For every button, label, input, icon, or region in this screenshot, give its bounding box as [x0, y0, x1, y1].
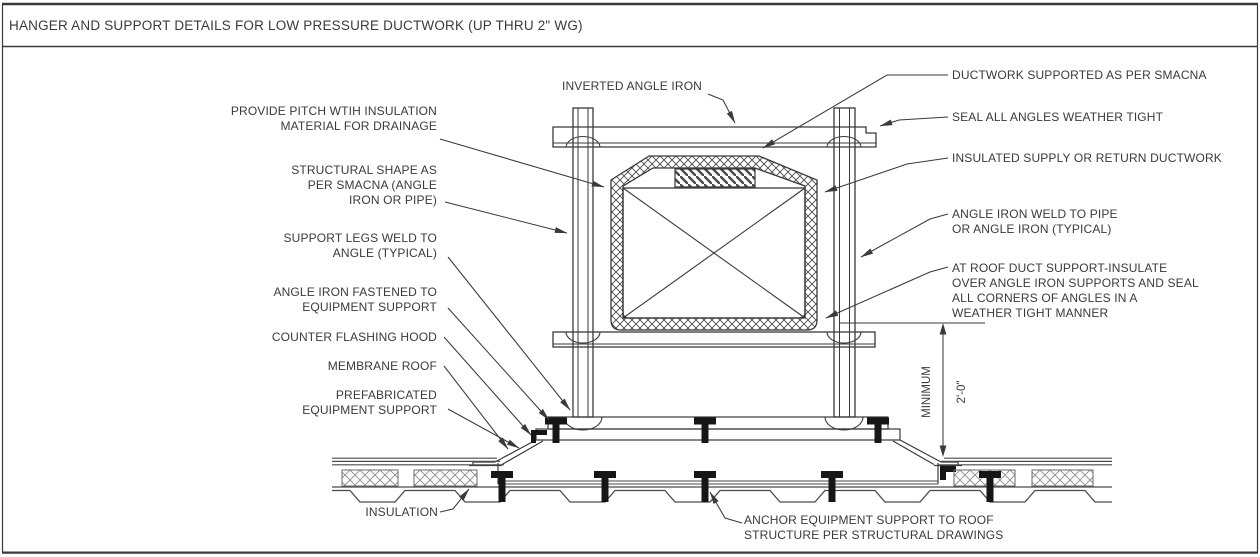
leader-structural-shape: [445, 202, 567, 233]
leader-provide-pitch: [440, 139, 604, 187]
callout-seal-all-angles: SEAL ALL ANGLES WEATHER TIGHT: [952, 110, 1164, 124]
plate-bolt: [694, 418, 716, 444]
pitch-insulation-block: [675, 169, 755, 187]
anchor-bolts: [491, 418, 1001, 503]
callout-angle-iron-fastened: ANGLE IRON FASTENED TO EQUIPMENT SUPPORT: [273, 285, 437, 314]
dimension-value: 2'-0": [956, 380, 968, 404]
right-support-leg: [834, 108, 855, 417]
leader-at-roof-duct: [826, 267, 948, 318]
roof-assembly: [332, 458, 1112, 502]
plate-bolt: [545, 418, 567, 444]
membrane-roof-lines: [332, 458, 1112, 465]
callout-counter-flashing: COUNTER FLASHING HOOD: [271, 330, 437, 344]
lower-angle-iron-bar: [553, 332, 875, 347]
dimension-label: MINIMUM: [921, 366, 933, 418]
duct-cross-brace: [623, 188, 805, 318]
left-support-leg: [573, 108, 593, 417]
callout-prefabricated: PREFABRICATED EQUIPMENT SUPPORT: [302, 388, 437, 417]
leader-prefabricated: [448, 409, 519, 448]
callout-insulated-supply: INSULATED SUPPLY OR RETURN DUCTWORK: [952, 151, 1222, 165]
base-angle-iron: [548, 417, 888, 429]
callout-membrane-roof: MEMBRANE ROOF: [327, 359, 437, 373]
curb-top-plate: [536, 429, 900, 440]
callout-at-roof-duct: AT ROOF DUCT SUPPORT-INSULATE OVER ANGLE IRON SUPPORTS AND SEAL ALL CORNERS OF ANGLES IN A WEATHER TIGHT MANNER: [952, 261, 1199, 320]
sheet-title: HANGER AND SUPPORT DETAILS FOR LOW PRESSURE DUCTWORK (UP THRU 2" WG): [9, 18, 583, 33]
leader-seal-all-angles: [880, 117, 948, 126]
callout-provide-pitch: PROVIDE PITCH WTIH INSULATION MATERIAL FOR DRAINAGE: [230, 104, 437, 133]
leader-inverted-angle-iron: [708, 94, 735, 123]
callout-support-legs: SUPPORT LEGS WELD TO ANGLE (TYPICAL): [283, 231, 437, 260]
insulated-duct: [611, 156, 817, 330]
leader-insulated-supply: [825, 158, 948, 192]
leader-insulation: [440, 489, 469, 512]
callout-structural-shape: STRUCTURAL SHAPE AS PER SMACNA (ANGLE IRON OR PIPE): [291, 163, 437, 207]
callout-ductwork-supported: DUCTWORK SUPPORTED AS PER SMACNA: [952, 68, 1207, 82]
callout-inverted-angle-iron: INVERTED ANGLE IRON: [562, 79, 702, 93]
plate-bolt: [867, 418, 889, 444]
callout-anchor-equipment: ANCHOR EQUIPMENT SUPPORT TO ROOF STRUCTURE PER STRUCTURAL DRAWINGS: [744, 513, 1004, 542]
leader-support-legs: [448, 257, 570, 410]
fastener-bracket-left: [531, 430, 547, 443]
callout-angle-iron-weld: ANGLE IRON WELD TO PIPE OR ANGLE IRON (TYPICAL): [952, 207, 1118, 236]
leader-angle-iron-weld: [861, 214, 948, 257]
callout-insulation: INSULATION: [365, 505, 438, 519]
